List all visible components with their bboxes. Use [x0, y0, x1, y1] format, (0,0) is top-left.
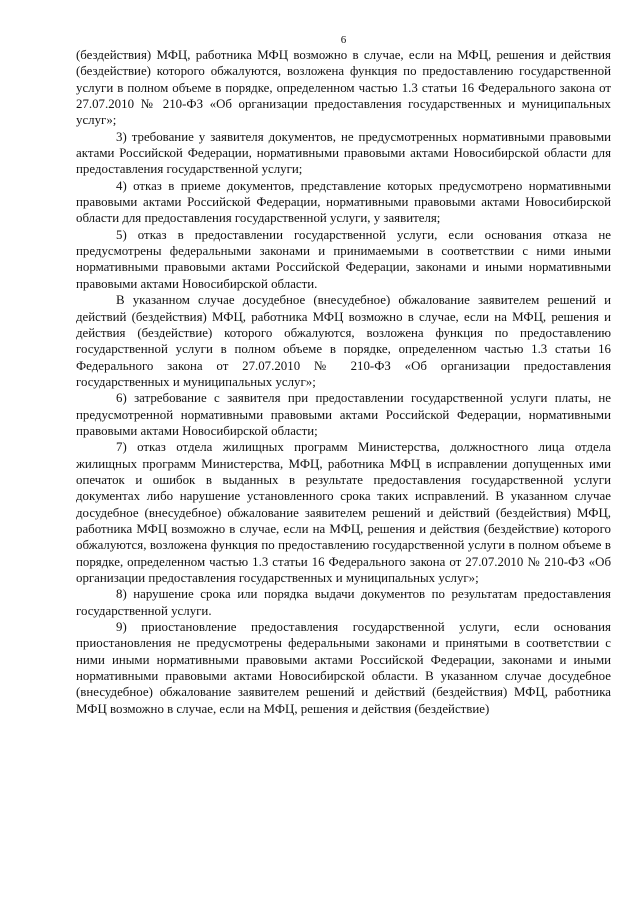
paragraph-item-3: 3) требование у заявителя документов, не предусмотренных нормативными правовыми актами Российской Федерации, нормативными правовыми актами Новосибирской области для предоставления государственной услуги; [76, 129, 611, 177]
page-number: 6 [340, 34, 347, 46]
paragraph-mfc-appeal: В указанном случае досудебное (внесудебное) обжалование заявителем решений и действий (бездействия) МФЦ, работника МФЦ возможно в случае, если на МФЦ, решения и действия (бездействие) которого обжалуются, возложена функция по предоставлению государственной услуги в полном объеме в порядке, определенном частью 1.3 статьи 16 Федерального закона от 27.07.2010 № 210-ФЗ «Об организации предоставления государственных и муниципальных услуг»; [76, 293, 611, 389]
paragraph-item-7: 7) отказ отдела жилищных программ Министерства, должностного лица отдела жилищных программ Министерства, МФЦ, работника МФЦ в исправлении допущенных ими опечаток и ошибок в выданных в результате предоставления государственной услуги документах либо нарушение установленного срока таких исправлений. В указанном случае досудебное (внесудебное) обжалование заявителем решений и действий (бездействия) МФЦ, работника МФЦ возможно в случае, если на МФЦ, решения и действия (бездействие) которого обжалуются, возложена функция по предоставлению государственной услуги в полном объеме в порядке, определенном частью 1.3 статьи 16 Федерального закона от 27.07.2010 № 210-ФЗ «Об организации предоставления государственных и муниципальных услуг»; [76, 440, 611, 585]
paragraph-item-6: 6) затребование с заявителя при предоставлении государственной услуги платы, не предусмотренной нормативными правовыми актами Российской Федерации, нормативными правовыми актами Новосибирской области; [76, 391, 611, 438]
paragraph-continuation: (бездействия) МФЦ, работника МФЦ возможно в случае, если на МФЦ, решения и действия (бездействие) которого обжалуются, возложена функция по предоставлению государственной услуги в полном объеме в порядке, определенном частью 1.3 статьи 16 Федерального закона от 27.07.2010 № 210-ФЗ «Об организации предоставления государственных и муниципальных услуг»; [76, 48, 611, 128]
paragraph-item-4: 4) отказ в приеме документов, представление которых предусмотрено нормативными правовыми актами Российской Федерации, нормативными правовыми актами Новосибирской области для предоставления государственной услуги, у заявителя; [76, 178, 611, 226]
paragraph-item-9: 9) приостановление предоставления государственной услуги, если основания приостановления не предусмотрены федеральными законами и принятыми в соответствии с ними иными нормативными правовыми актами Российской Федерации, законами и иными нормативными правовыми актами Новосибирской области. В указанном случае досудебное (внесудебное) обжалование заявителем решений и действий (бездействия) МФЦ, работника МФЦ возможно в случае, если на МФЦ, решения и действия (бездействие) [76, 620, 611, 716]
paragraph-item-8: 8) нарушение срока или порядка выдачи документов по результатам предоставления государственной услуги. [76, 587, 611, 618]
paragraph-item-5: 5) отказ в предоставлении государственной услуги, если основания отказа не предусмотрены федеральными законами и принимаемыми в соответствии с ними иными нормативными правовыми актами Российской Федерации, законами и иными нормативными правовыми актами Новосибирской области. [76, 227, 611, 291]
